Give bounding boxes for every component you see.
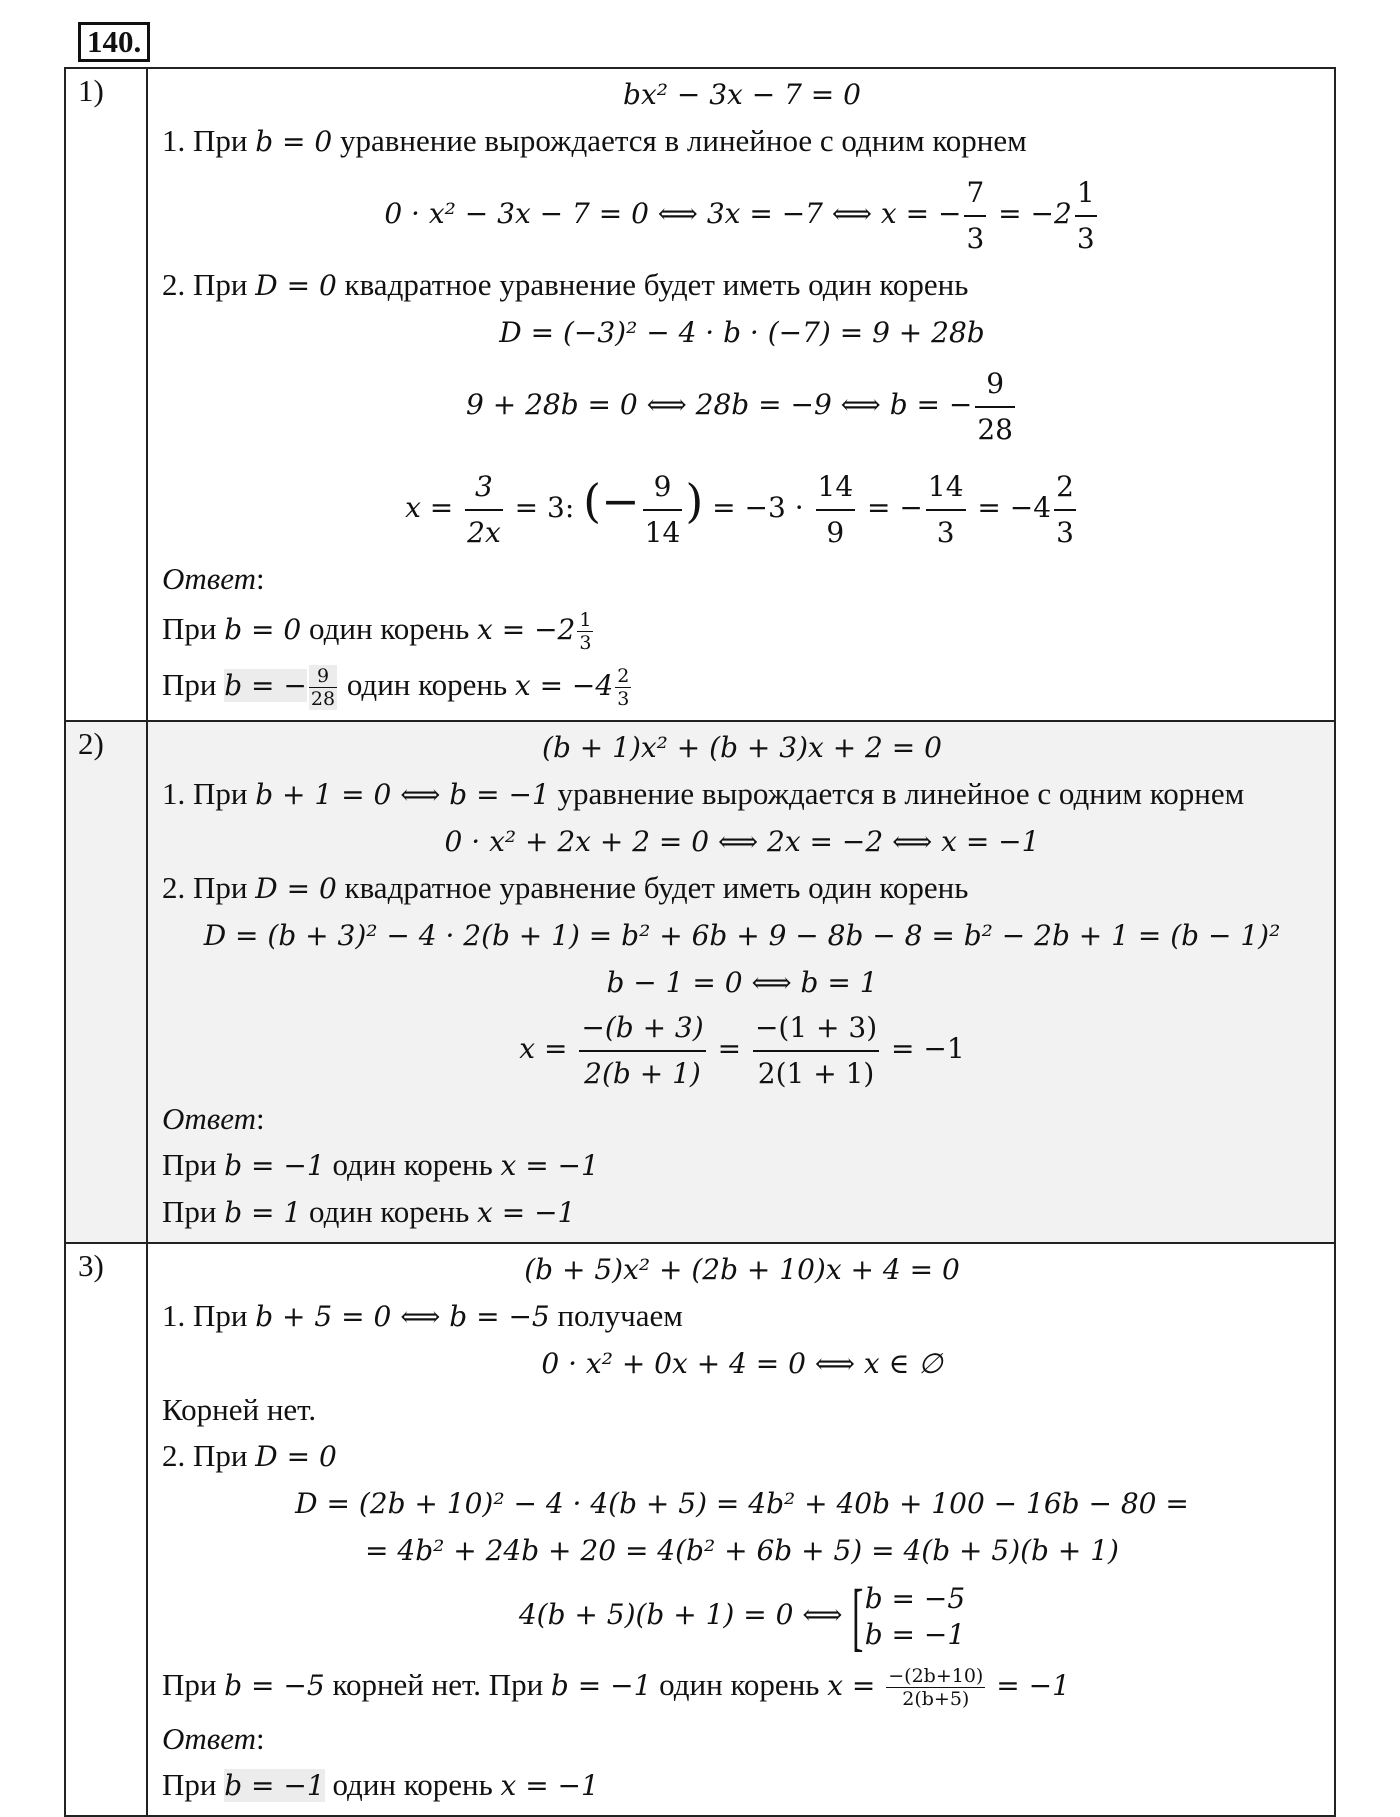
part-3-answer-1: При b = −1 один корень x = −1 — [162, 1767, 599, 1802]
small-fraction: $\frac{-(2b+10)}{2(b+5)}$ — [888, 1665, 984, 1711]
part-3-step1: 1. При b + 5 = 0 ⟺ b = −5 получаем — [162, 1298, 683, 1333]
problem-number: 140. — [78, 22, 150, 62]
part-2-label: 2) — [65, 721, 147, 1243]
part-1-b-equation: 9 + 28b = 0 ⟺ 28b = −9 ⟺ b = − $\frac{9}{28}$ — [162, 356, 1322, 453]
part-1-answer-1: При b = 0 один корень x = −2 $\frac{1}{3}$ — [162, 609, 592, 655]
part-3-conclusion: При b = −5 корней нет. При b = −1 один корень x = $\frac{-(2b+10)}{2(b+5)}$ = −1 — [162, 1665, 1070, 1711]
part-1-label: 1) — [65, 68, 147, 721]
part-3-linear-eq: 0 · x² + 0x + 4 = 0 ⟺ x ∈ ∅ — [541, 1347, 943, 1380]
system-of-roots: b = −5 b = −1 — [864, 1581, 966, 1651]
fraction: $\frac{-(1 + 3)}{2(1 + 1)}$ — [753, 1006, 879, 1096]
fraction: $\frac{2}{3}$ — [1054, 465, 1076, 555]
part-2-answer-2: При b = 1 один корень x = −1 — [162, 1194, 576, 1229]
part-3-equation: (b + 5)x² + (2b + 10)x + 4 = 0 — [524, 1253, 960, 1286]
small-fraction: $\frac{1}{3}$ — [579, 609, 592, 655]
part-1-linear-eq: 0 · x² − 3x − 7 = 0 ⟺ 3x = −7 ⟺ x = − $\frac{7}{3}$ = −2 $\frac{1}{3}$ — [162, 165, 1322, 262]
part-2-step2: 2. При D = 0 квадратное уравнение будет иметь один корень — [162, 870, 969, 905]
part-2-row — [65, 721, 1335, 1243]
part-3-discriminant-1: D = (2b + 10)² − 4 · 4(b + 5) = 4b² + 40b + 100 − 16b − 80 = — [295, 1487, 1189, 1520]
part-3-body — [147, 1243, 1335, 1816]
part-3-answer-label: Ответ: — [162, 1721, 265, 1756]
part-1-discriminant: D = (−3)² − 4 · b · (−7) = 9 + 28b — [499, 316, 985, 349]
part-2-discriminant: D = (b + 3)² − 4 · 2(b + 1) = b² + 6b + 9 − 8b − 8 = b² − 2b + 1 = (b − 1)² — [203, 919, 1281, 952]
part-1-step1: 1. При b = 0 уравнение вырождается в линейное с одним корнем — [162, 123, 1027, 158]
part-3-system: 4(b + 5)(b + 1) = 0 ⟺ [ b = −5 b = −1 — [518, 1574, 966, 1659]
fraction: $\frac{-(b + 3)}{2(b + 1)}$ — [579, 1006, 705, 1096]
part-3-no-roots: Корней нет. — [162, 1392, 317, 1427]
part-3-label: 3) — [65, 1243, 147, 1816]
part-1-row — [65, 68, 1335, 721]
part-2-b-equation: b − 1 = 0 ⟺ b = 1 — [606, 966, 878, 999]
part-3-discriminant-2: = 4b² + 24b + 20 = 4(b² + 6b + 5) = 4(b + 5)(b + 1) — [365, 1534, 1119, 1567]
part-2-answer-label: Ответ: — [162, 1101, 265, 1136]
part-2-answer-1: При b = −1 один корень x = −1 — [162, 1147, 599, 1182]
part-2-equation: (b + 1)x² + (b + 3)x + 2 = 0 — [542, 731, 942, 764]
fraction: $\frac{9}{28}$ — [975, 362, 1015, 452]
part-1-answer-label: Ответ: — [162, 561, 265, 596]
part-1-step2: 2. При D = 0 квадратное уравнение будет иметь один корень — [162, 267, 969, 302]
solution-table — [64, 67, 1336, 1817]
bracket-icon: [ — [852, 1574, 864, 1659]
small-fraction: $\frac{9}{28}$ — [310, 665, 336, 711]
fraction: $\frac{3}{2x}$ — [465, 465, 503, 555]
part-2-body — [147, 721, 1335, 1243]
part-2-linear-eq: 0 · x² + 2x + 2 = 0 ⟺ 2x = −2 ⟺ x = −1 — [444, 825, 1040, 858]
part-2-x-equation: x = $\frac{-(b + 3)}{2(b + 1)}$ = $\frac{-(1 + 3)}{2(1 + 1)}$ = −1 — [162, 1006, 1322, 1096]
fraction: $\frac{14}{9}$ — [816, 465, 856, 555]
part-1-body — [147, 68, 1335, 721]
part-1-x-equation: x = $\frac{3}{2x}$ = 3: (− $\frac{9}{14}$ ) = −3 · $\frac{14}{9}$ = − $\frac{14}{3}$ = −4 $\frac{2}{3}$ — [162, 453, 1322, 556]
part-3-row — [65, 1243, 1335, 1816]
small-fraction: $\frac{2}{3}$ — [617, 665, 630, 711]
fraction: $\frac{1}{3}$ — [1075, 171, 1097, 261]
part-1-answer-2: При b = − $\frac{9}{28}$ один корень x = −4 $\frac{2}{3}$ — [162, 665, 630, 711]
part-3-step2: 2. При D = 0 — [162, 1438, 337, 1473]
fraction: $\frac{9}{14}$ — [643, 465, 683, 555]
part-2-step1: 1. При b + 1 = 0 ⟺ b = −1 уравнение вырождается в линейное с одним корнем — [162, 776, 1245, 811]
fraction: $\frac{7}{3}$ — [964, 171, 986, 261]
part-1-equation: bx² − 3x − 7 = 0 — [623, 78, 861, 111]
fraction: $\frac{14}{3}$ — [926, 465, 966, 555]
